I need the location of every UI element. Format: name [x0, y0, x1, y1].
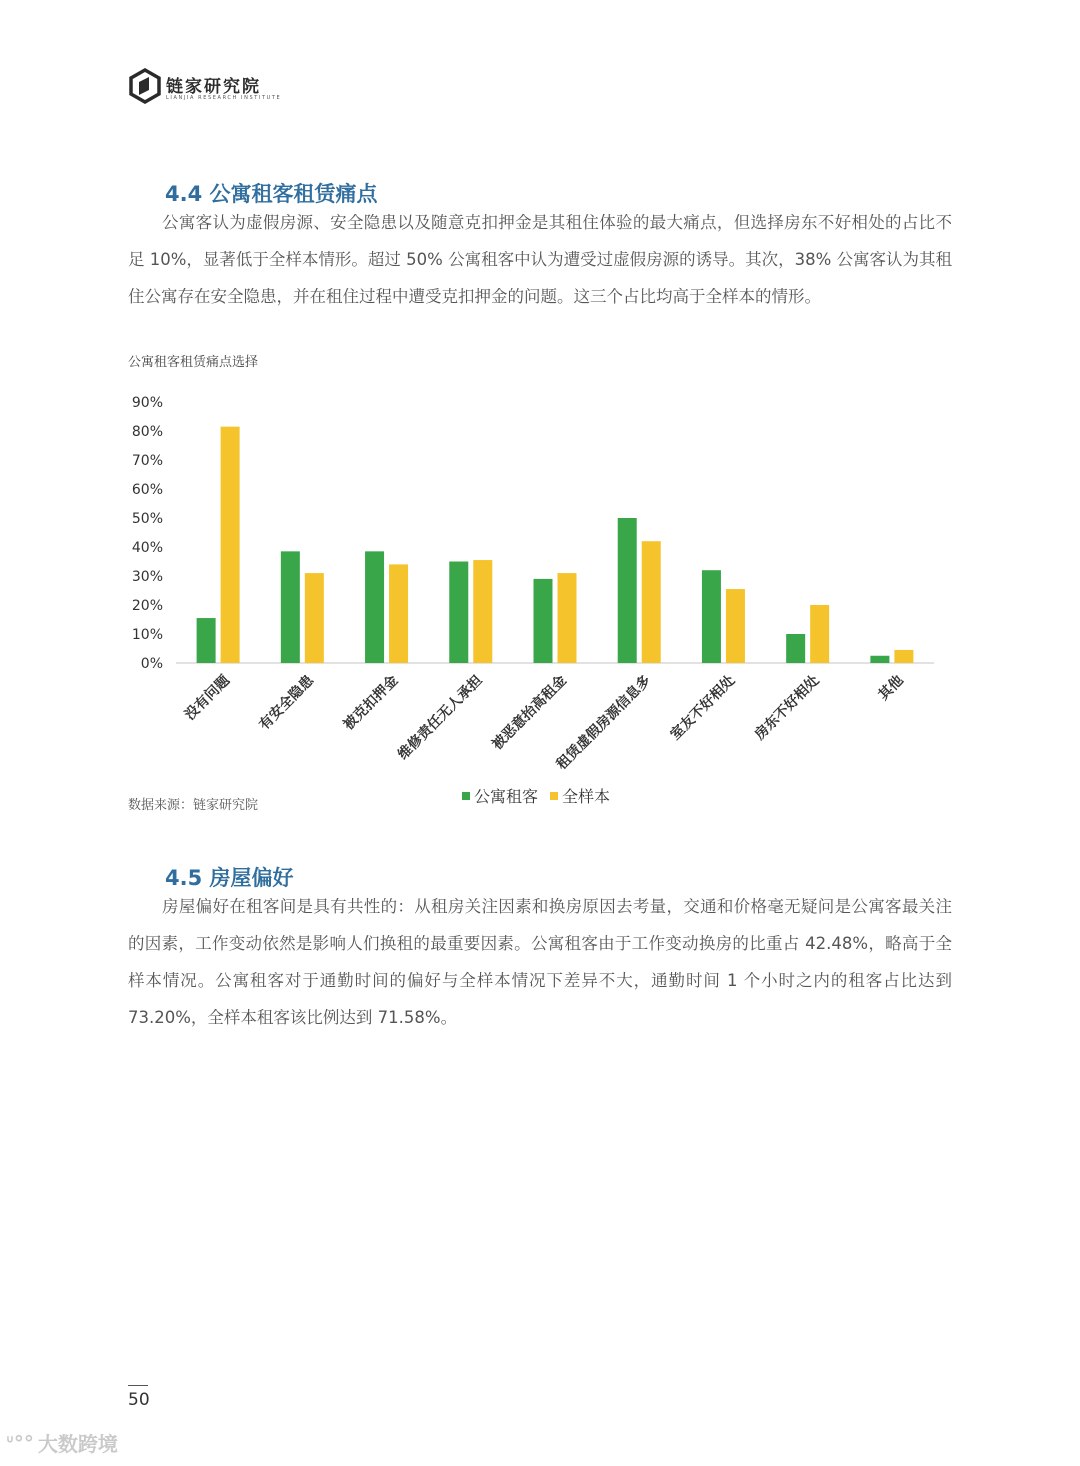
- y-tick-label: 80%: [131, 424, 163, 440]
- section-title-4-4: 4.4 公寓租客租赁痛点: [165, 182, 378, 206]
- bar-apartment: [449, 562, 468, 664]
- bar-apartment: [281, 551, 300, 663]
- legend-swatch-yellow: [550, 792, 558, 800]
- y-tick-label: 20%: [131, 598, 163, 614]
- bar-apartment: [534, 579, 553, 663]
- watermark-text: 大数跨境: [37, 1432, 118, 1456]
- y-tick-label: 60%: [131, 482, 163, 498]
- y-tick-label: 0%: [140, 656, 163, 672]
- legend-item-apartment: [462, 784, 538, 807]
- x-category-label: 房东不好相处: [751, 672, 823, 744]
- org-name: 链家研究院: [166, 77, 261, 97]
- bar-chart: [0, 380, 1080, 780]
- legend-swatch-green: [462, 792, 470, 800]
- bar-all-sample: [894, 650, 913, 663]
- watermark: [6, 1428, 118, 1457]
- x-category-label: 室友不好相处: [667, 672, 739, 744]
- bar-all-sample: [221, 427, 240, 663]
- org-subtitle: LIANJIA RESEARCH INSTITUTE: [166, 95, 282, 101]
- x-category-label: 租赁虚假房源信息多: [553, 672, 655, 773]
- bar-all-sample: [726, 589, 745, 663]
- y-tick-label: 30%: [131, 569, 163, 585]
- watermark-logo-icon: ᐡ°°: [6, 1430, 34, 1455]
- bar-all-sample: [558, 573, 577, 663]
- legend-label: 公寓租客: [474, 787, 539, 806]
- y-tick-label: 10%: [131, 627, 163, 643]
- y-tick-label: 70%: [131, 453, 163, 469]
- section-paragraph-4-5: 房屋偏好在租客间是具有共性的：从租房关注因素和换房原因去考量，交通和价格毫无疑问是公寓客最关注的因素，工作变动依然是影响人们换租的最重要因素。公寓租客由于工作变动换房的比重占 42.48%，略高于全样本情况。公寓租客对于通勤时间的偏好与全样本情况下差异不大，通勤时间 1 个小时之内的租客占比达到 73.20%，全样本租客该比例达到 71.58%。: [128, 897, 952, 1027]
- x-category-label: 有安全隐患: [256, 672, 318, 734]
- bar-all-sample: [389, 564, 408, 663]
- y-tick-label: 50%: [131, 511, 163, 527]
- logo-mark-icon: [128, 68, 162, 104]
- x-category-label: 被恶意抬高租金: [489, 672, 570, 754]
- x-category-label: 被克扣押金: [340, 672, 402, 734]
- bar-apartment: [197, 618, 216, 663]
- y-tick-label: 90%: [131, 395, 163, 411]
- org-logo: [128, 68, 282, 108]
- section-title-4-5: 4.5 房屋偏好: [165, 866, 294, 890]
- bar-apartment: [618, 518, 637, 663]
- chart-title: 公寓租客租赁痛点选择: [128, 355, 259, 370]
- bar-all-sample: [305, 573, 324, 663]
- legend-label: 全样本: [562, 787, 611, 806]
- x-category-label: 维修责任无人承担: [395, 672, 486, 764]
- legend-item-all-sample: [550, 784, 610, 807]
- bar-apartment: [786, 634, 805, 663]
- bar-apartment: [365, 551, 384, 663]
- bar-apartment: [870, 656, 889, 663]
- section-paragraph-4-4: 公寓客认为虚假房源、安全隐患以及随意克扣押金是其租住体验的最大痛点，但选择房东不好相处的占比不足 10%，显著低于全样本情形。超过 50% 公寓租客中认为遭受过虚假房源的诱导。其次，38% 公寓客认为其租住公寓存在安全隐患，并在租住过程中遭受克扣押金的问题。这三个占比均高于全样本的情形。: [128, 213, 953, 306]
- bar-all-sample: [642, 541, 661, 663]
- chart-legend: [462, 784, 610, 807]
- bar-apartment: [702, 570, 721, 663]
- y-tick-label: 40%: [131, 540, 163, 556]
- x-category-label: 没有问题: [182, 672, 233, 724]
- x-category-label: 其他: [875, 672, 907, 704]
- data-source: 数据来源：链家研究院: [128, 798, 259, 813]
- bar-all-sample: [473, 560, 492, 663]
- bar-all-sample: [810, 605, 829, 663]
- page-number: 50: [128, 1385, 148, 1410]
